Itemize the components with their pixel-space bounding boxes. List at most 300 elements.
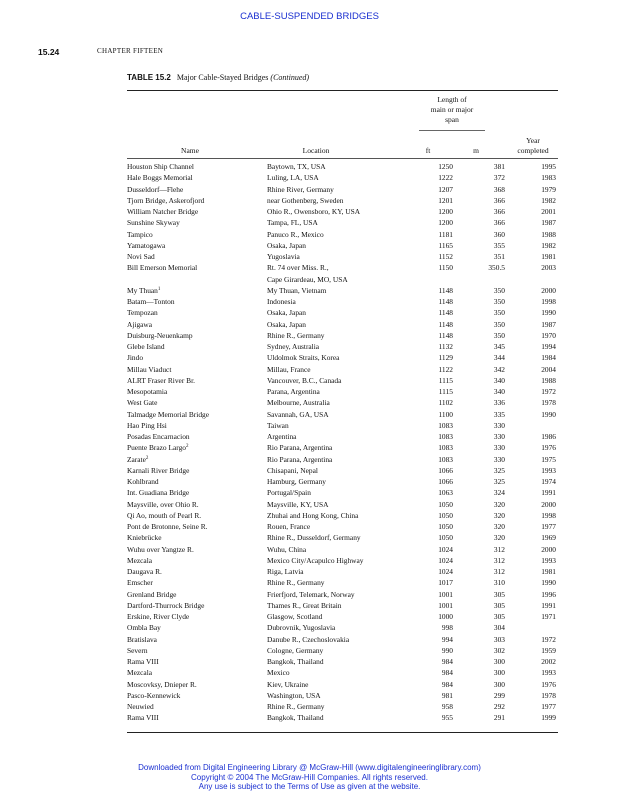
table-row [127, 296, 556, 307]
bridge-location: Rio Parana, Argentina [267, 443, 333, 453]
bridge-location: Mexico [267, 668, 290, 678]
span-m: 350.5 [488, 263, 505, 273]
table-row [127, 352, 556, 363]
table-row [127, 679, 556, 690]
year-completed: 2003 [541, 263, 556, 273]
bridge-location: Luling, LA, USA [267, 173, 319, 183]
year-completed: 1998 [541, 297, 556, 306]
header-ft: ft [425, 146, 431, 155]
header-length-line-3: span [445, 115, 459, 124]
span-m: 291 [493, 713, 505, 723]
year-completed: 1984 [541, 353, 556, 363]
span-ft: 1148 [438, 319, 453, 329]
year-completed: 1977 [541, 702, 556, 711]
span-m: 320 [493, 533, 505, 543]
span-m: 355 [493, 240, 505, 250]
span-ft: 1066 [438, 465, 453, 475]
bridge-location: Danube R., Czechoslovakia [267, 634, 350, 644]
span-m: 305 [493, 600, 505, 610]
year-completed: 1995 [541, 162, 556, 171]
year-completed: 1990 [541, 578, 556, 588]
bridge-name: William Natcher Bridge [127, 207, 199, 216]
span-m: 335 [493, 409, 505, 419]
bridge-location: Melbourne, Australia [267, 398, 330, 408]
year-completed: 1987 [541, 218, 556, 228]
bridge-location: Kiev, Ukraine [267, 679, 309, 689]
year-completed: 1991 [541, 488, 556, 498]
bridge-location: Savannah, GA, USA [267, 409, 329, 419]
table-row [127, 397, 556, 408]
span-m: 366 [493, 195, 505, 205]
span-ft: 1181 [438, 229, 453, 239]
span-m: 299 [493, 690, 505, 700]
span-m: 360 [493, 229, 505, 239]
table-row [127, 251, 556, 262]
bridge-name: Posadas Encarnacion [127, 432, 190, 441]
span-ft: 984 [441, 657, 453, 666]
span-ft: 1024 [438, 555, 453, 565]
bridge-location: Osaka, Japan [267, 319, 306, 329]
bridge-name: Glebe Island [127, 342, 165, 351]
span-ft: 1024 [438, 567, 453, 576]
table-bottom-rule [127, 732, 558, 733]
span-m: 312 [493, 544, 505, 554]
bridge-name: My Thuan$^1$ [127, 285, 161, 295]
span-m: 351 [493, 252, 505, 261]
span-ft: 1001 [438, 589, 453, 599]
table-row [127, 364, 556, 375]
year-completed [505, 274, 556, 285]
span-ft: 1200 [438, 218, 453, 228]
span-ft: 984 [441, 679, 453, 689]
year-completed: 2000 [541, 544, 556, 554]
span-ft: 1017 [438, 578, 453, 588]
bridge-location: Sydney, Australia [267, 342, 320, 351]
table-row [127, 566, 556, 577]
year-completed: 1982 [541, 240, 556, 250]
span-m: 330 [493, 443, 505, 453]
bridge-name [127, 274, 267, 285]
bridge-location: Taiwan [267, 420, 289, 430]
bridge-name: Daugava R. [127, 567, 162, 576]
table-row [127, 589, 556, 600]
table-row [127, 285, 556, 296]
footer-line-1[interactable]: Downloaded from Digital Engineering Library @ McGraw-Hill (www.digitalengineeringlibrary.com) [138, 763, 481, 772]
span-ft: 1050 [438, 510, 453, 520]
year-completed: 1978 [541, 398, 556, 408]
span-m: 305 [493, 589, 505, 599]
table-row [127, 420, 556, 431]
bridge-name: ALRT Fraser River Br. [127, 375, 195, 385]
span-m: 366 [493, 207, 505, 216]
span-m: 344 [493, 353, 505, 363]
year-completed: 1999 [541, 713, 556, 723]
table-row [127, 217, 556, 228]
table-row [127, 499, 556, 510]
bridge-name: Bill Emerson Memorial [127, 263, 198, 273]
bridge-name: Pont de Brotonne, Seine R. [127, 522, 208, 531]
bridge-location: Wuhu, China [267, 544, 307, 554]
bridges-table [127, 161, 556, 724]
bridge-name: West Gate [127, 398, 158, 408]
span-m: 330 [493, 420, 505, 430]
span-ft: 1152 [438, 252, 453, 261]
table-row [127, 667, 556, 678]
bridge-name: Novi Sad [127, 252, 155, 261]
year-completed: 1976 [541, 679, 556, 689]
span-ft: 1001 [438, 600, 453, 610]
span-m: 350 [493, 308, 505, 318]
bridge-location: Hamburg, Germany [267, 477, 326, 486]
header-length-line-1: Length of [437, 95, 467, 104]
span-ft: 1050 [438, 522, 453, 531]
bridge-location: Cologne, Germany [267, 645, 324, 655]
table-row [127, 161, 556, 172]
table-row [127, 701, 556, 712]
bridge-name: Houston Ship Channel [127, 162, 194, 171]
bridge-location: Argentina [267, 432, 297, 441]
bridge-name: Moscovksy, Dnieper R. [127, 679, 197, 689]
bridge-name: Grenland Bridge [127, 589, 177, 599]
span-m: 320 [493, 499, 505, 509]
span-ft: 1222 [438, 173, 453, 183]
bridge-name: Duisburg-Neuenkamp [127, 330, 193, 340]
year-completed: 1959 [541, 645, 556, 655]
table-row [127, 184, 556, 195]
header-span-rule [419, 130, 485, 131]
span-ft: 1000 [438, 612, 453, 621]
span-ft: 1115 [438, 375, 453, 385]
table-label: TABLE 15.2 [127, 73, 171, 82]
table-row [127, 375, 556, 386]
year-completed: 1993 [541, 465, 556, 475]
header-name: Name [181, 146, 199, 155]
table-row [127, 341, 556, 352]
year-completed: 2000 [541, 499, 556, 509]
span-m: 304 [493, 623, 505, 633]
span-m: 300 [493, 657, 505, 666]
bridge-name: Dartford-Thurrock Bridge [127, 600, 205, 610]
bridge-location: Bangkok, Thailand [267, 657, 324, 666]
bridge-name: Mezcala [127, 555, 153, 565]
bridge-name: Kniebrücke [127, 533, 162, 543]
span-m: 350 [493, 319, 505, 329]
bridge-location: Frierfjord, Telemark, Norway [267, 589, 355, 599]
year-completed: 1993 [541, 668, 556, 678]
footer-notice [0, 763, 619, 792]
table-row [127, 544, 556, 555]
year-completed: 1998 [541, 510, 556, 520]
bridge-location: Uldolmok Straits, Korea [267, 353, 340, 363]
bridge-name: Batam—Tonton [127, 297, 175, 306]
year-completed: 1977 [541, 522, 556, 531]
bridge-location: Panuco R., Mexico [267, 229, 324, 239]
year-completed [505, 420, 556, 431]
header-year-line-2: completed [517, 146, 549, 155]
year-completed: 1990 [541, 409, 556, 419]
footer-line-2: Copyright © 2004 The McGraw-Hill Companies. All rights reserved. [191, 772, 428, 782]
chapter-title: CHAPTER FIFTEEN [97, 47, 164, 55]
span-m: 300 [493, 668, 505, 678]
span-ft: 1132 [438, 342, 453, 351]
year-completed: 1986 [541, 432, 556, 441]
bridge-location: Glasgow, Scotland [267, 612, 323, 621]
bridge-name: Rama VIII [127, 713, 159, 723]
year-completed: 1972 [541, 387, 556, 396]
span-ft: 1050 [438, 533, 453, 543]
span-ft: 1200 [438, 207, 453, 216]
header-year-line-1: Year [526, 136, 540, 145]
table-row [127, 622, 556, 633]
bridge-name: Rama VIII [127, 657, 159, 666]
bridge-location: Osaka, Japan [267, 308, 306, 318]
span-ft: 1165 [438, 240, 453, 250]
span-ft: 1083 [438, 454, 453, 464]
span-m: 320 [493, 510, 505, 520]
span-m: 292 [493, 702, 505, 711]
table-title: Major Cable-Stayed Bridges [176, 73, 269, 82]
bridge-name: Millau Viaduct [127, 364, 172, 374]
table-row [127, 690, 556, 701]
span-m: 324 [493, 488, 505, 498]
bridge-name: Tampico [127, 229, 153, 239]
span-ft: 994 [441, 634, 453, 644]
bridge-location: Dubrovnik, Yugoslavia [267, 623, 336, 633]
bridge-name: Int. Guadiana Bridge [127, 488, 190, 498]
footnote-marker: 2 [145, 455, 149, 461]
span-m: 303 [493, 634, 505, 644]
table-row [127, 645, 556, 656]
bridge-location: Vancouver, B.C., Canada [267, 375, 342, 385]
table-row [127, 262, 556, 273]
span-ft: 1083 [438, 443, 453, 453]
span-ft: 990 [441, 645, 453, 655]
span-ft [415, 274, 453, 285]
bridge-location: Tampa, FL, USA [267, 218, 318, 228]
span-ft: 1083 [438, 432, 453, 441]
bridge-name: Sunshine Skyway [127, 218, 180, 228]
span-m: 336 [493, 398, 505, 408]
span-ft: 1148 [438, 308, 453, 318]
span-ft: 981 [441, 690, 453, 700]
span-m: 305 [493, 612, 505, 621]
table-row [127, 307, 556, 318]
year-completed: 1972 [541, 634, 556, 644]
bridge-name: Mesopotamia [127, 387, 168, 396]
bridge-location: Riga, Latvia [267, 567, 304, 576]
header-bottom-rule [127, 158, 558, 159]
span-ft: 1102 [438, 398, 453, 408]
table-row [127, 240, 556, 251]
table-row [127, 555, 556, 566]
bridge-name: Hao Ping Hsi [127, 420, 167, 430]
footnote-marker: 2 [185, 444, 189, 450]
span-m: 350 [493, 330, 505, 340]
year-completed: 1981 [541, 252, 556, 261]
span-m: 342 [493, 364, 505, 374]
bridge-location: Rhine R., Dusseldorf, Germany [267, 533, 361, 543]
span-ft: 1063 [438, 488, 453, 498]
span-ft: 1100 [438, 409, 453, 419]
bridge-location: Parana, Argentina [267, 387, 320, 396]
span-ft: 1148 [438, 330, 453, 340]
bridge-name: Emscher [127, 578, 153, 588]
table-row [127, 229, 556, 240]
footnote-marker: 1 [157, 286, 161, 292]
bridge-name: Kohlbrand [127, 477, 159, 486]
table-row [127, 454, 556, 465]
table-row [127, 611, 556, 622]
table-row [127, 634, 556, 645]
bridge-name: Bratislava [127, 634, 157, 644]
table-row [127, 532, 556, 543]
table-row [127, 577, 556, 588]
span-m: 350 [493, 285, 505, 295]
bridge-name: Qi Ao, mouth of Pearl R. [127, 510, 202, 520]
bridge-name: Yamatogawa [127, 240, 166, 250]
bridge-name: Pasco-Kennewick [127, 690, 181, 700]
bridge-name: Hale Boggs Memorial [127, 173, 193, 183]
table-row [127, 195, 556, 206]
bridge-location: Indonesia [267, 297, 296, 306]
year-completed: 1988 [541, 229, 556, 239]
footer-line-3: Any use is subject to the Terms of Use as given at the website. [198, 782, 421, 791]
span-m: 340 [493, 387, 505, 396]
year-completed: 1969 [541, 533, 556, 543]
bridge-name: Ajigawa [127, 319, 153, 329]
table-row [127, 431, 556, 442]
span-m: 312 [493, 567, 505, 576]
bridge-location: Rio Parana, Argentina [267, 454, 333, 464]
table-row [127, 172, 556, 183]
bridge-location: Millau, France [267, 364, 311, 374]
span-m: 325 [493, 477, 505, 486]
bridge-name: Ombla Bay [127, 623, 161, 633]
header-year [508, 136, 558, 156]
table-continued: (Continued) [270, 73, 310, 82]
bridge-location: Ohio R., Owensboro, KY, USA [267, 207, 361, 216]
bridge-location: Rhine R., Germany [267, 702, 325, 711]
bridge-name: Puente Brazo Largo$^2$ [127, 443, 189, 453]
span-ft: 1148 [438, 285, 453, 295]
bridge-location: Washington, USA [267, 690, 321, 700]
bridge-location: Rouen, France [267, 522, 311, 531]
year-completed: 1974 [541, 477, 556, 486]
table-row [127, 442, 556, 453]
bridge-name: Neuwied [127, 702, 154, 711]
year-completed: 1988 [541, 375, 556, 385]
year-completed: 1975 [541, 454, 556, 464]
span-ft: 1122 [438, 364, 453, 374]
table-row [127, 476, 556, 487]
span-ft: 1201 [438, 195, 453, 205]
year-completed: 1987 [541, 319, 556, 329]
year-completed: 1971 [541, 612, 556, 621]
span-ft: 1150 [438, 263, 453, 273]
header-location: Location [302, 146, 330, 155]
table-row [127, 409, 556, 420]
span-m: 350 [493, 297, 505, 306]
bridge-location: Thames R., Great Britain [267, 600, 342, 610]
table-row [127, 206, 556, 217]
span-m: 372 [493, 173, 505, 183]
year-completed: 1994 [541, 342, 556, 351]
table-row [127, 521, 556, 532]
year-completed: 1982 [541, 195, 556, 205]
running-header-banner: CABLE-SUSPENDED BRIDGES [240, 11, 379, 22]
span-m: 302 [493, 645, 505, 655]
bridge-name: Severn [127, 645, 148, 655]
span-m: 340 [493, 375, 505, 385]
year-completed: 1970 [541, 330, 556, 340]
bridge-location: Zhuhai and Hong Kong, China [267, 510, 359, 520]
span-ft: 1129 [438, 353, 453, 363]
bridge-location: Bangkok, Thailand [267, 713, 324, 723]
bridge-location: Rhine River, Germany [267, 184, 334, 194]
span-ft: 1024 [438, 544, 453, 554]
span-m: 366 [493, 218, 505, 228]
span-m: 330 [493, 454, 505, 464]
year-completed: 2000 [541, 285, 556, 295]
table-row [127, 656, 556, 667]
bridge-name: Erskine, River Clyde [127, 612, 190, 621]
span-ft: 958 [441, 702, 453, 711]
year-completed: 2001 [541, 207, 556, 216]
year-completed: 1981 [541, 567, 556, 576]
table-row [127, 487, 556, 498]
span-m: 368 [493, 184, 505, 194]
span-ft: 1250 [438, 162, 453, 171]
header-length-line-2: main or major [430, 105, 474, 114]
bridge-location: Rhine R., Germany [267, 330, 325, 340]
page-number: 15.24 [38, 47, 60, 57]
bridge-name: Maysville, over Ohio R. [127, 499, 199, 509]
year-completed: 1983 [541, 173, 556, 183]
year-completed: 2002 [541, 657, 556, 666]
bridge-name: Tempozan [127, 308, 158, 318]
year-completed: 1990 [541, 308, 556, 318]
span-m [453, 274, 505, 285]
span-ft: 1050 [438, 499, 453, 509]
table-top-rule [127, 90, 558, 91]
bridge-name: Zarate$^2$ [127, 454, 149, 464]
span-m: 330 [493, 432, 505, 441]
bridge-name: Wuhu over Yangtze R. [127, 544, 194, 554]
bridge-location: My Thuan, Vietnam [267, 285, 327, 295]
span-m: 300 [493, 679, 505, 689]
bridge-name: Mezcala [127, 668, 153, 678]
span-ft: 955 [441, 713, 453, 723]
span-m: 312 [493, 555, 505, 565]
span-ft: 1083 [438, 420, 453, 430]
bridge-name: Dusseldorf—Flehe [127, 184, 184, 194]
bridge-location: Maysville, KY, USA [267, 499, 329, 509]
table-row [127, 319, 556, 330]
bridge-location: Mexico City/Acapulco Highway [267, 555, 364, 565]
bridge-name: Talmadge Memorial Bridge [127, 409, 209, 419]
bridge-name: Tjorn Bridge, Askerofjord [127, 195, 205, 205]
bridge-location: Rhine R., Germany [267, 578, 325, 588]
span-m: 381 [493, 162, 505, 171]
table-row [127, 386, 556, 397]
year-completed: 2004 [541, 364, 556, 374]
span-ft: 1066 [438, 477, 453, 486]
table-row [127, 712, 556, 723]
table-row [127, 274, 556, 285]
span-m: 320 [493, 522, 505, 531]
span-ft: 984 [441, 668, 453, 678]
span-m: 325 [493, 465, 505, 475]
